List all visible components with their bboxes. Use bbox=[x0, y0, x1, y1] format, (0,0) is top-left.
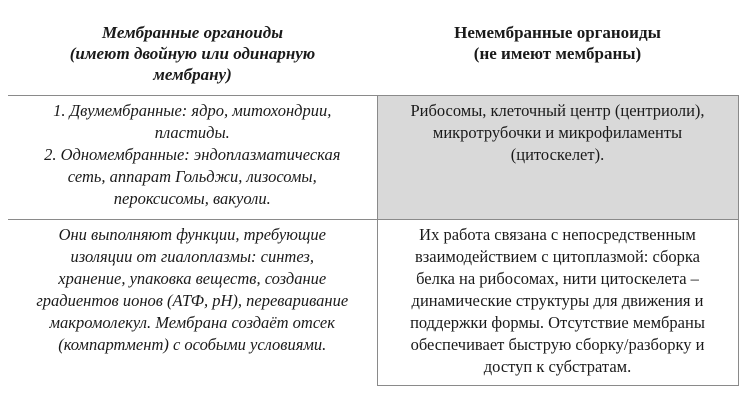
header-line: (имеют двойную или одинарную bbox=[69, 44, 316, 63]
table-row-organelle-list bbox=[8, 96, 738, 220]
header-line: (не имеют мембраны) bbox=[473, 44, 642, 63]
cell-line: микротрубочки и микрофиламенты bbox=[432, 123, 683, 142]
header-non-membrane-organelles bbox=[377, 14, 738, 96]
cell-line: 2. Одномембранные: эндоплазматическая bbox=[44, 145, 341, 164]
header-line: Немембранные органоиды bbox=[454, 23, 661, 42]
cell-line: изоляции от гиалоплазмы: синтез, bbox=[70, 247, 314, 266]
table-row-functions bbox=[8, 220, 738, 386]
cell-line: Рибосомы, клеточный центр (центриоли), bbox=[410, 101, 705, 120]
cell-line: (цитоскелет). bbox=[510, 145, 605, 164]
cell-line: (компартмент) с особыми условиями. bbox=[58, 335, 327, 354]
cell-line: поддержки формы. Отсутствие мембраны bbox=[410, 313, 705, 332]
cell-line: взаимодействием с цитоплазмой: сборка bbox=[414, 247, 701, 266]
cell-line: Их работа связана с непосредственным bbox=[419, 225, 696, 244]
cell-line: 1. Двумембранные: ядро, митохондрии, bbox=[53, 101, 332, 120]
header-line: Мембранные органоиды bbox=[102, 23, 283, 42]
cell-membrane-organelle-list bbox=[8, 96, 377, 220]
table-header-row bbox=[8, 14, 738, 96]
cell-line: динамические структуры для движения и bbox=[411, 291, 704, 310]
cell-line: градиентов ионов (АТФ, pH), переваривание bbox=[36, 291, 349, 310]
cell-line: доступ к субстратам. bbox=[483, 357, 632, 376]
cell-non-membrane-functions bbox=[377, 220, 738, 386]
cell-non-membrane-organelle-list bbox=[377, 96, 738, 220]
cell-line: Они выполняют функции, требующие bbox=[58, 225, 326, 244]
header-line: мембрану) bbox=[153, 65, 232, 84]
header-membrane-organelles bbox=[8, 14, 377, 96]
cell-membrane-functions bbox=[8, 220, 377, 386]
cell-line: пластиды. bbox=[154, 123, 230, 142]
cell-line: пероксисомы, вакуоли. bbox=[113, 189, 271, 208]
organelles-comparison-table bbox=[8, 14, 739, 386]
cell-line: сеть, аппарат Гольджи, лизосомы, bbox=[67, 167, 317, 186]
cell-line: обеспечивает быструю сборку/разборку и bbox=[410, 335, 705, 354]
cell-line: белка на рибосомах, нити цитоскелета – bbox=[416, 269, 699, 288]
cell-line: макромолекул. Мембрана создаёт отсек bbox=[49, 313, 335, 332]
cell-line: хранение, упаковка веществ, создание bbox=[58, 269, 327, 288]
